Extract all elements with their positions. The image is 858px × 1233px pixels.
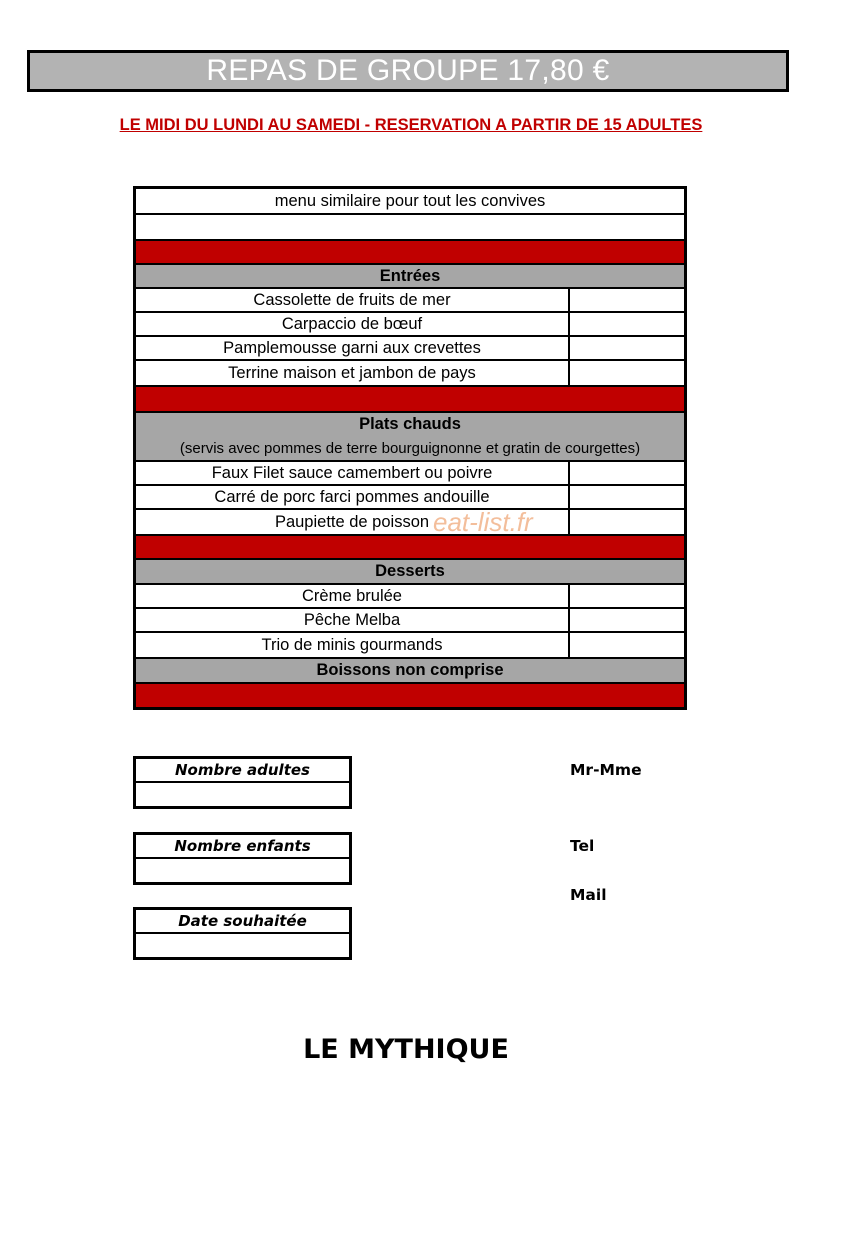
- price-cell: [568, 289, 684, 311]
- watermark: eat-list.fr: [433, 507, 533, 537]
- menu-item-row: [136, 585, 684, 607]
- adults-field[interactable]: [136, 783, 349, 808]
- empty-row: [136, 215, 684, 239]
- price-cell: [568, 462, 684, 484]
- plats-heading-row: [136, 413, 684, 460]
- menu-item: Paupiette de poisson: [274, 512, 430, 531]
- boissons-note: Boissons non comprise: [316, 661, 504, 679]
- reservation-subtitle: LE MIDI DU LUNDI AU SAMEDI - RESERVATION A PARTIR DE 15 ADULTES: [119, 116, 703, 134]
- menu-item-row: [136, 510, 684, 534]
- red-separator: [136, 536, 684, 558]
- tel-label: Tel: [570, 837, 595, 855]
- menu-table: [133, 186, 687, 710]
- menu-item: Carré de porc farci pommes andouille: [214, 487, 490, 506]
- adults-label: Nombre adultes: [136, 759, 349, 783]
- restaurant-name: LE MYTHIQUE: [303, 1034, 509, 1065]
- menu-item: Cassolette de fruits de mer: [253, 290, 451, 309]
- menu-item: Pêche Melba: [303, 610, 401, 629]
- menu-item-row: [136, 486, 684, 508]
- menu-item: Carpaccio de bœuf: [281, 314, 423, 333]
- date-box: [133, 907, 352, 960]
- children-box: [133, 832, 352, 885]
- entrees-heading: Entrées: [379, 266, 441, 285]
- page-title: REPAS DE GROUPE 17,80 €: [206, 54, 610, 87]
- price-cell: [568, 585, 684, 607]
- red-separator: [136, 684, 684, 707]
- menu-item-row: [136, 337, 684, 359]
- plats-heading: Plats chauds: [359, 415, 461, 433]
- red-separator: [136, 387, 684, 411]
- menu-item: Crème brulée: [302, 586, 402, 605]
- menu-item-row: [136, 289, 684, 311]
- price-cell: [568, 486, 684, 508]
- menu-item-row: [136, 313, 684, 335]
- menu-item-row: [136, 609, 684, 631]
- adults-box: [133, 756, 352, 809]
- menu-item-row: [136, 462, 684, 484]
- date-field[interactable]: [136, 934, 349, 959]
- menu-item-row: [136, 633, 684, 657]
- desserts-heading-row: [136, 560, 684, 583]
- menu-item: Trio de minis gourmands: [261, 635, 443, 654]
- entrees-heading-row: [136, 265, 684, 287]
- menu-intro: menu similaire pour tout les convives: [274, 191, 546, 210]
- plats-note: (servis avec pommes de terre bourguignonne et gratin de courgettes): [179, 440, 641, 457]
- menu-item: Pamplemousse garni aux crevettes: [223, 338, 481, 357]
- price-cell: [568, 337, 684, 359]
- red-separator: [136, 241, 684, 263]
- price-cell: [568, 313, 684, 335]
- mail-label: Mail: [570, 886, 607, 904]
- date-label: Date souhaitée: [136, 910, 349, 934]
- children-label: Nombre enfants: [136, 835, 349, 859]
- price-cell: [568, 510, 684, 534]
- children-field[interactable]: [136, 859, 349, 884]
- desserts-heading: Desserts: [375, 562, 445, 580]
- price-cell: [568, 609, 684, 631]
- name-label: Mr-Mme: [570, 761, 642, 779]
- price-cell: [568, 633, 684, 657]
- boissons-row: [136, 659, 684, 682]
- menu-item-row: [136, 361, 684, 385]
- page-title-bar: [27, 50, 789, 92]
- menu-item: Terrine maison et jambon de pays: [228, 363, 476, 382]
- menu-intro-row: [136, 189, 684, 213]
- menu-item: Faux Filet sauce camembert ou poivre: [211, 463, 493, 482]
- price-cell: [568, 361, 684, 385]
